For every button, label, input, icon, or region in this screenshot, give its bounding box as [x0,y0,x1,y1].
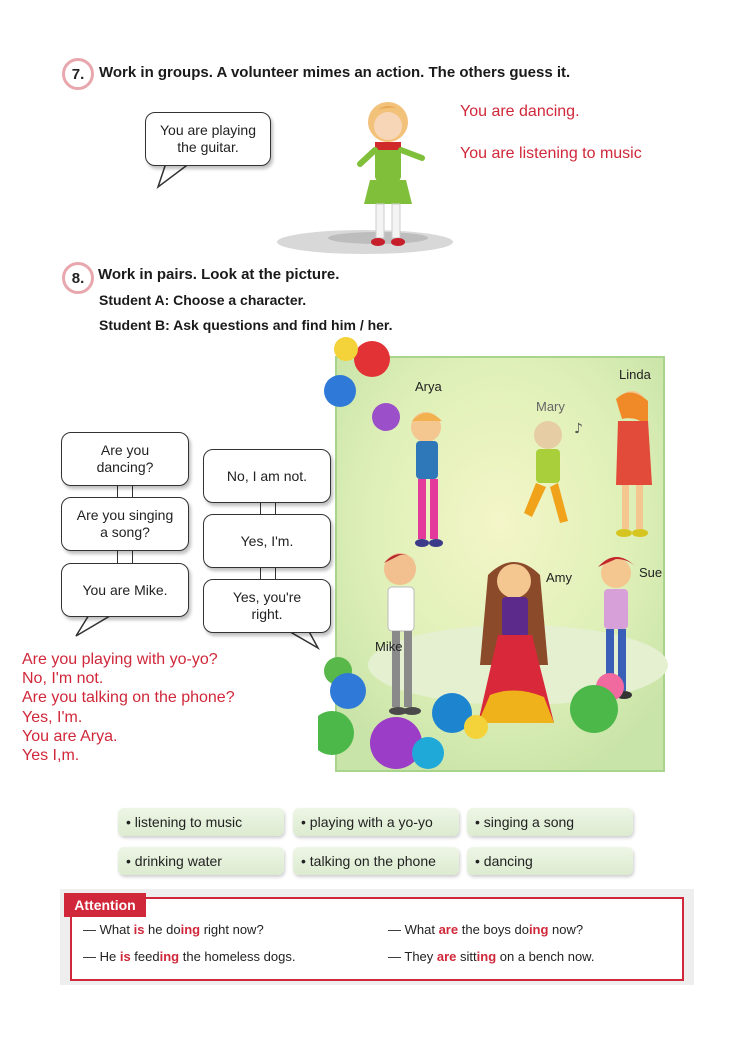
bubble-yes-youre-right [203,579,331,633]
dialogue-line-5: You are Arya. [22,728,118,745]
word-chip-yo-yo: • playing with a yo-yo [293,808,459,836]
word-chip-dancing: • dancing [467,847,633,875]
attention-label-text: Attention [74,897,136,913]
right-connector-1 [260,501,276,515]
bubble-no-line1: No, I am not. [226,467,308,484]
exercise-7-instruction: Work in groups. A volunteer mimes an action. The others guess it. [99,64,571,81]
left-connector-2 [117,549,133,563]
bubble-are-you-dancing [61,432,189,486]
character-name-mike: Mike [375,639,403,654]
guitar-bubble-line2: the guitar. [177,139,239,155]
exercise-8-student-b: Student B: Ask questions and find him / her. [99,317,393,333]
bubble-right-line2: right. [251,606,283,622]
bubble-right-line1: Yes, you're [232,589,302,605]
dancing-girl-illustration [270,92,460,262]
bubble-you-are-mike [61,563,189,617]
att3-post: now? [548,922,584,937]
att2-hl: is [119,949,131,964]
attention-line-1 [83,922,264,937]
exercise-8-number-text: 8. [71,269,85,287]
attention-line-4 [388,949,594,964]
exercise-8-student-a: Student A: Choose a character. [99,292,307,308]
att2-pre: — He [83,949,120,964]
right-connector-2 [260,566,276,580]
att3-pre: — What [388,922,439,937]
attention-line-3 [388,922,583,937]
exercise-8-instruction: Work in pairs. Look at the picture. [98,266,340,283]
bubble-dancing-line1: Are you [100,442,150,458]
att2-mid: feed [130,949,160,964]
guitar-bubble-line1: You are playing [159,122,256,138]
att2-post: the homeless dogs. [179,949,296,964]
att4-pre: — They [388,949,437,964]
att1-mid: he do [144,922,181,937]
att3-hl: are [438,922,459,937]
party-picture [318,335,670,785]
character-name-sue: Sue [639,565,663,580]
att4-hl2: ing [476,949,497,964]
character-name-amy: Amy [546,570,572,585]
att1-pre: — What [83,922,134,937]
attention-line-2 [83,949,295,964]
character-name-mary: Mary [536,399,565,414]
word-chip-phone: • talking on the phone [293,847,459,875]
att4-hl: are [436,949,457,964]
dialogue-line-2: No, I'm not. [22,670,104,687]
exercise-7-number [62,58,94,90]
attention-label [64,893,146,917]
word-chip-singing: • singing a song [467,808,633,836]
guitar-speech-bubble [145,112,271,166]
att3-mid: the boys do [458,922,529,937]
bubble-singing-line2: a song? [100,524,150,540]
bubble-yes-im [203,514,331,568]
att1-hl: is [133,922,145,937]
dialogue-line-3: Are you talking on the phone? [22,689,235,706]
dialogue-line-6: Yes I,m. [22,747,80,764]
word-chip-drinking: • drinking water [118,847,284,875]
word-chip-listening: • listening to music [118,808,284,836]
att4-post: on a bench now. [496,949,595,964]
att1-hl2: ing [180,922,201,937]
bubble-are-you-singing [61,497,189,551]
character-name-linda: Linda [619,367,651,382]
left-connector-1 [117,484,133,498]
bubble-yes-line1: Yes, I'm. [240,532,294,549]
exercise-7-answer-1: You are dancing. [460,103,580,120]
bubble-mike-line1: You are Mike. [82,581,168,598]
att2-hl2: ing [159,949,180,964]
attention-box [70,897,684,981]
exercise-7-number-text: 7. [71,65,85,83]
att3-hl2: ing [528,922,549,937]
att4-mid: sitt [456,949,477,964]
svg-text:♪: ♪ [574,421,583,437]
bubble-dancing-line2: dancing? [96,459,154,475]
dialogue-line-4: Yes, I'm. [22,709,83,726]
bubble-no-i-am-not [203,449,331,503]
bubble-singing-line1: Are you singing [76,507,174,523]
exercise-8-number [62,262,94,294]
character-name-arya: Arya [415,379,442,394]
dialogue-line-1: Are you playing with yo-yo? [22,651,218,668]
exercise-7-answer-2: You are listening to music [460,145,642,162]
att1-post: right now? [200,922,264,937]
